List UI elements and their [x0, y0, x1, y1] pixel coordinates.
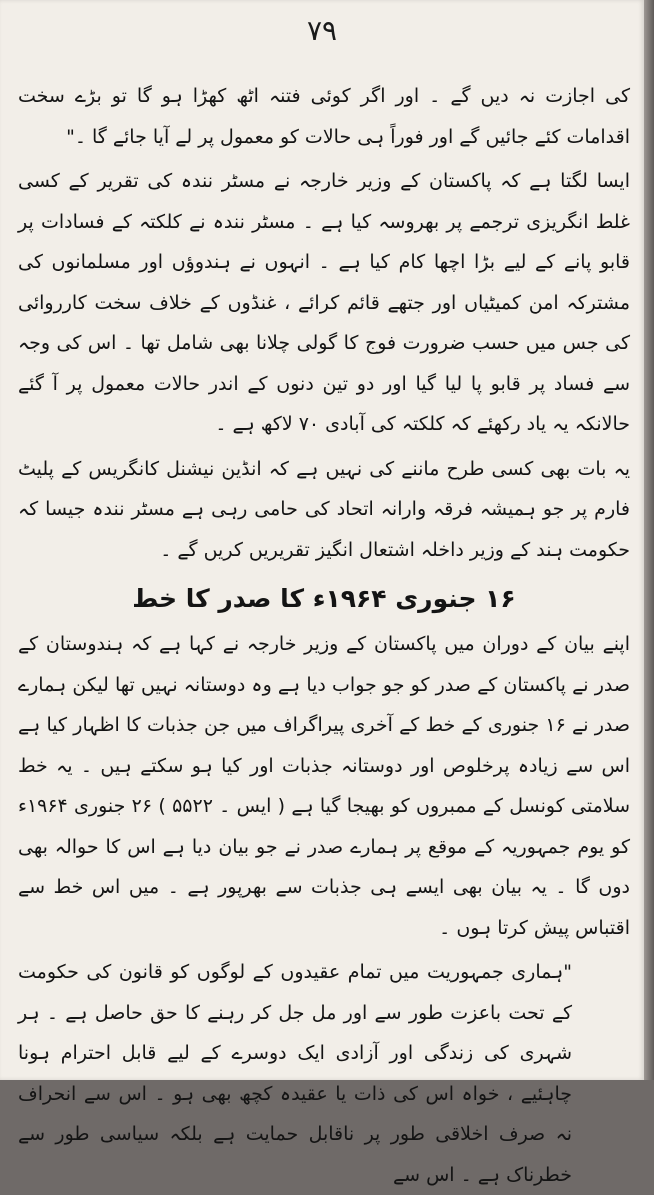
page-body: [18, 76, 630, 1195]
paragraph-4: اپنے بیان کے دوران میں پاکستان کے وزیر خارجہ نے کہا ہے کہ ہندوستان کے صدر نے پاکستان کے صدر کو جو جواب دیا ہے وہ دوستانہ نہیں تھا لیکن ہمارے صدر نے ۱۶ جنوری کے خط کے آخری پیراگراف میں جن جذبات کا اظہار کیا ہے اس سے زیادہ پرخلوص اور دوستانہ جذبات اور کیا ہو سکتے ہیں ۔ یہ خط سلامتی کونسل کے ممبروں کو بھیجا گیا ہے ( ایس ۔ ۵۵۲۲ ) ۲۶ جنوری ۱۹۶۴ء کو یوم جمہوریہ کے موقع پر ہمارے صدر نے جو بیان دیا ہے اس کا حوالہ بھی دوں گا ۔ یہ بیان بھی ایسے ہی جذبات سے بھرپور ہے ۔ میں اس خط سے اقتباس پیش کرتا ہوں ۔: [18, 633, 631, 939]
paragraph-1: کی اجازت نہ دیں گے ۔ اور اگر کوئی فتنہ اٹھ کھڑا ہو گا تو بڑے سخت اقدامات کئے جائیں گے اور فوراً ہی حالات کو معمول پر لے آیا جائے گا ۔": [18, 85, 630, 148]
page-edge-shadow: [644, 0, 654, 1080]
paragraph-3: یہ بات بھی کسی طرح ماننے کی نہیں ہے کہ انڈین نیشنل کانگریس کے پلیٹ فارم پر جو ہمیشہ فرقہ وارانہ اتحاد کی حامی رہی ہے مسٹر نندہ جیسا کہ حکومت ہند کے وزیر داخلہ اشتعال انگیز تقریریں کریں گے ۔: [18, 457, 630, 561]
page-number: ۷۹: [306, 14, 338, 47]
quoted-paragraph: "ہماری جمہوریت میں تمام عقیدوں کے لوگوں کو قانون کی حکومت کے تحت باعزت طور سے اور مل جل کر رہنے کا حق حاصل ہے ۔ ہر شہری کی زندگی اور آزادی ایک دوسرے کے لیے قابل احترام ہونا چاہئیے ، خواہ اس کی ذات یا عقیدہ کچھ بھی ہو ۔ اس سے انحراف نہ صرف اخلاقی طور پر ناقابل حمایت ہے بلکہ سیاسی طور سے خطرناک ہے ۔ اس سے: [18, 961, 572, 1186]
section-heading: ۱۶ جنوری ۱۹۶۴ء کا صدر کا خط: [132, 584, 516, 613]
paragraph-2: ایسا لگتا ہے کہ پاکستان کے وزیر خارجہ نے مسٹر نندہ کی تقریر کے کسی غلط انگریزی ترجمے پر بھروسہ کیا ہے ۔ مسٹر نندہ نے کلکتہ کے فسادات پر قابو پانے کے لیے بڑا اچھا کام کیا ہے ۔ انہوں نے ہندوؤں اور مسلمانوں کی مشترکہ امن کمیٹیاں اور جتھے قائم کرائے ، غنڈوں کے خلاف سخت کارروائی کی جس میں حسب ضرورت فوج کا گولی چلانا بھی شامل تھا ۔ اس کی وجہ سے فساد پر قابو پا لیا گیا اور دو تین دنوں کے اندر حالات معمول پر آ گئے حالانکہ یہ یاد رکھئے کہ کلکتہ کی آبادی ۷۰ لاکھ ہے ۔: [18, 170, 630, 435]
